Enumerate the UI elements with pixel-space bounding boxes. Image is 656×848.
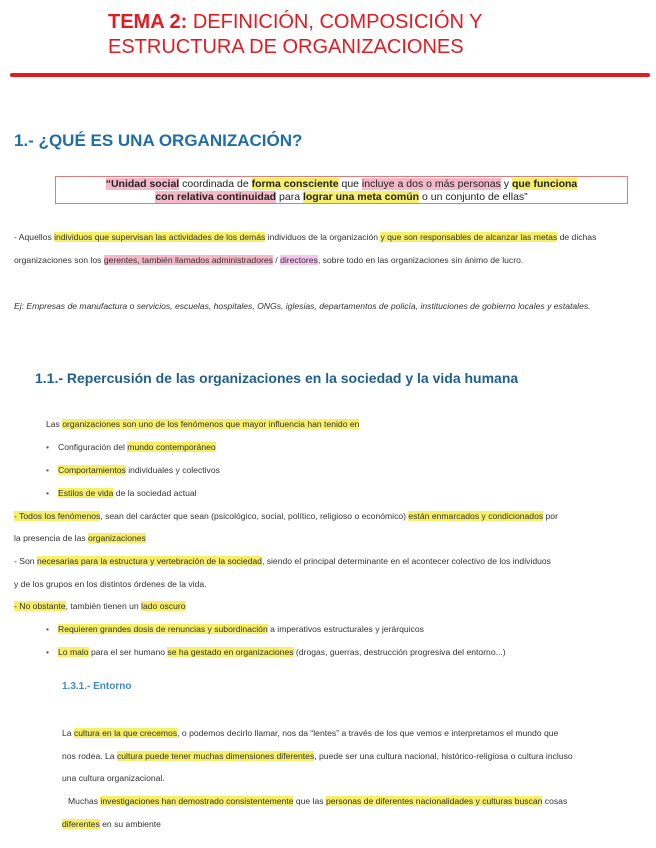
- text-run: para el ser humano: [88, 647, 168, 657]
- text-run: , o podemos decirlo llamar, nos da “lentes” a través de los que vemos e interpretamos el mundo: [177, 728, 542, 738]
- quote-part: con relativa continuidad: [155, 191, 277, 203]
- text-run: individuos que supervisan las actividades de los demás: [54, 232, 266, 242]
- text-run: (drogas, guerras, destrucción progresiva del entorno...): [293, 647, 506, 657]
- quote-part: forma consciente: [251, 178, 339, 190]
- text-run: cultura en la que crecemos: [73, 728, 178, 738]
- text-run: Configuración del: [58, 442, 128, 452]
- paragraph-line: [62, 818, 161, 831]
- quote-part: “Unidad social: [105, 178, 180, 190]
- intro-line: [46, 418, 359, 431]
- text-run: Requieren grandes dosis de renuncias y subordinación: [58, 624, 268, 634]
- paragraph-line: una cultura organizacional.: [62, 773, 165, 783]
- text-run: Comportamientos: [58, 465, 126, 475]
- paragraph-line: [62, 750, 573, 763]
- title-line-1: [108, 10, 608, 35]
- text-run: Las: [46, 419, 63, 429]
- text-run: diferentes: [62, 819, 100, 829]
- text-run: - Aquellos: [14, 232, 55, 242]
- managers-paragraph: [14, 226, 638, 272]
- text-run: - Son: [14, 556, 37, 566]
- paragraph-line: y de los grupos en los distintos órdenes de la vida.: [14, 579, 207, 589]
- quote-part: y: [500, 178, 512, 190]
- text-run: investigaciones han demostrado consistentemente: [100, 796, 294, 806]
- bullet-icon: •: [46, 624, 50, 634]
- section-1-1-heading: 1.1.- Repercusión de las organizaciones en la sociedad y la vida humana: [35, 370, 519, 386]
- quote-part: coordinada de: [179, 178, 252, 190]
- bullet-icon: •: [46, 465, 50, 475]
- text-run: la presencia de las: [14, 533, 89, 543]
- text-run: , sean del carácter que sean (psicológico, social, político, religioso o económico): [100, 511, 409, 521]
- list-item: [46, 487, 197, 500]
- text-run: organizaciones: [88, 533, 146, 543]
- quote-part: que: [338, 178, 362, 190]
- title-prefix: TEMA 2:: [108, 11, 188, 33]
- text-run: Estilos de vida: [58, 488, 114, 498]
- quote-part: para: [276, 191, 303, 203]
- list-item: [46, 646, 506, 659]
- text-run: Lo malo: [58, 647, 89, 657]
- examples-paragraph: Ej: Empresas de manufactura o servicios, escuelas, hospitales, ONGs, iglesias, departamentos de policía, instituciones de gobierno locales y estatales.: [14, 301, 591, 311]
- list-item: [46, 441, 216, 454]
- text-run: /: [272, 255, 281, 265]
- text-run: cultura puede tener muchas dimensiones diferentes: [116, 751, 315, 761]
- title-divider: [10, 73, 650, 77]
- paragraph-line: [14, 510, 558, 523]
- title-line-2: ESTRUCTURA DE ORGANIZACIONES: [108, 36, 464, 58]
- text-run: nos rodea. La: [62, 751, 117, 761]
- text-run: individuales y colectivos: [125, 465, 220, 475]
- text-run: lado oscuro: [141, 601, 186, 611]
- text-run: en su ambiente: [99, 819, 161, 829]
- text-run: , también tienen un: [65, 601, 142, 611]
- paragraph-line: [68, 795, 567, 808]
- section-1-heading: 1.- ¿QUÉ ES UNA ORGANIZACIÓN?: [14, 131, 303, 150]
- title-line-1-text: DEFINICIÓN, COMPOSICIÓN Y: [187, 11, 483, 33]
- paragraph-line: [14, 532, 146, 545]
- text-run: - No obstante: [14, 601, 66, 611]
- list-item: [46, 623, 424, 636]
- bullet-icon: •: [46, 647, 50, 657]
- bullet-icon: •: [46, 442, 50, 452]
- quote-part: incluye a dos o más personas: [361, 178, 501, 190]
- paragraph-line: [14, 555, 551, 568]
- text-run: que las: [293, 796, 326, 806]
- text-run: mundo contemporáneo: [127, 442, 216, 452]
- text-run: se ha gestado en organizaciones: [167, 647, 294, 657]
- quote-part: que funciona: [511, 178, 578, 190]
- text-run: individuos de la organización: [265, 232, 381, 242]
- text-run: Muchas: [68, 796, 101, 806]
- list-item: [46, 464, 220, 477]
- text-run: - Todos los fenómenos: [14, 511, 101, 521]
- text-run: gerentes, también llamados administradores: [103, 255, 273, 265]
- text-run: La: [62, 728, 74, 738]
- document-title: [108, 10, 608, 60]
- text-run: , siendo el principal determinante en el acontecer colectivo de los individuos: [261, 556, 551, 566]
- text-run: , sobre todo en las organizaciones sin ánimo de lucro.: [317, 255, 524, 265]
- definition-quote-box: [55, 176, 628, 204]
- text-run: están enmarcados y condicionados: [408, 511, 544, 521]
- quote-part: o un conjunto de ellas”: [419, 191, 528, 203]
- text-run: a imperativos estructurales y jerárquicos: [267, 624, 424, 634]
- section-1-3-1-heading: 1.3.1.- Entorno: [62, 681, 132, 692]
- text-run: que: [541, 728, 559, 738]
- text-run: de la sociedad actual: [113, 488, 197, 498]
- bullet-icon: •: [46, 488, 50, 498]
- text-run: directores: [280, 255, 318, 265]
- text-run: necesarias para la estructura y vertebración de la sociedad: [36, 556, 262, 566]
- text-run: cosas: [542, 796, 568, 806]
- paragraph-line: [62, 727, 558, 740]
- paragraph-line: [14, 600, 186, 613]
- text-run: , puede ser una cultura nacional, histórico-religiosa o cultura incluso: [314, 751, 573, 761]
- text-run: por: [543, 511, 558, 521]
- text-run: y que son responsables de alcanzar las metas: [380, 232, 558, 242]
- text-run: de dichas organizaciones son los: [14, 232, 597, 265]
- quote-part: lograr una meta común: [302, 191, 420, 203]
- text-run: personas de diferentes nacionalidades y culturas buscan: [325, 796, 543, 806]
- text-run: organizaciones son uno de los fenómenos que mayor influencia han tenido en: [62, 419, 360, 429]
